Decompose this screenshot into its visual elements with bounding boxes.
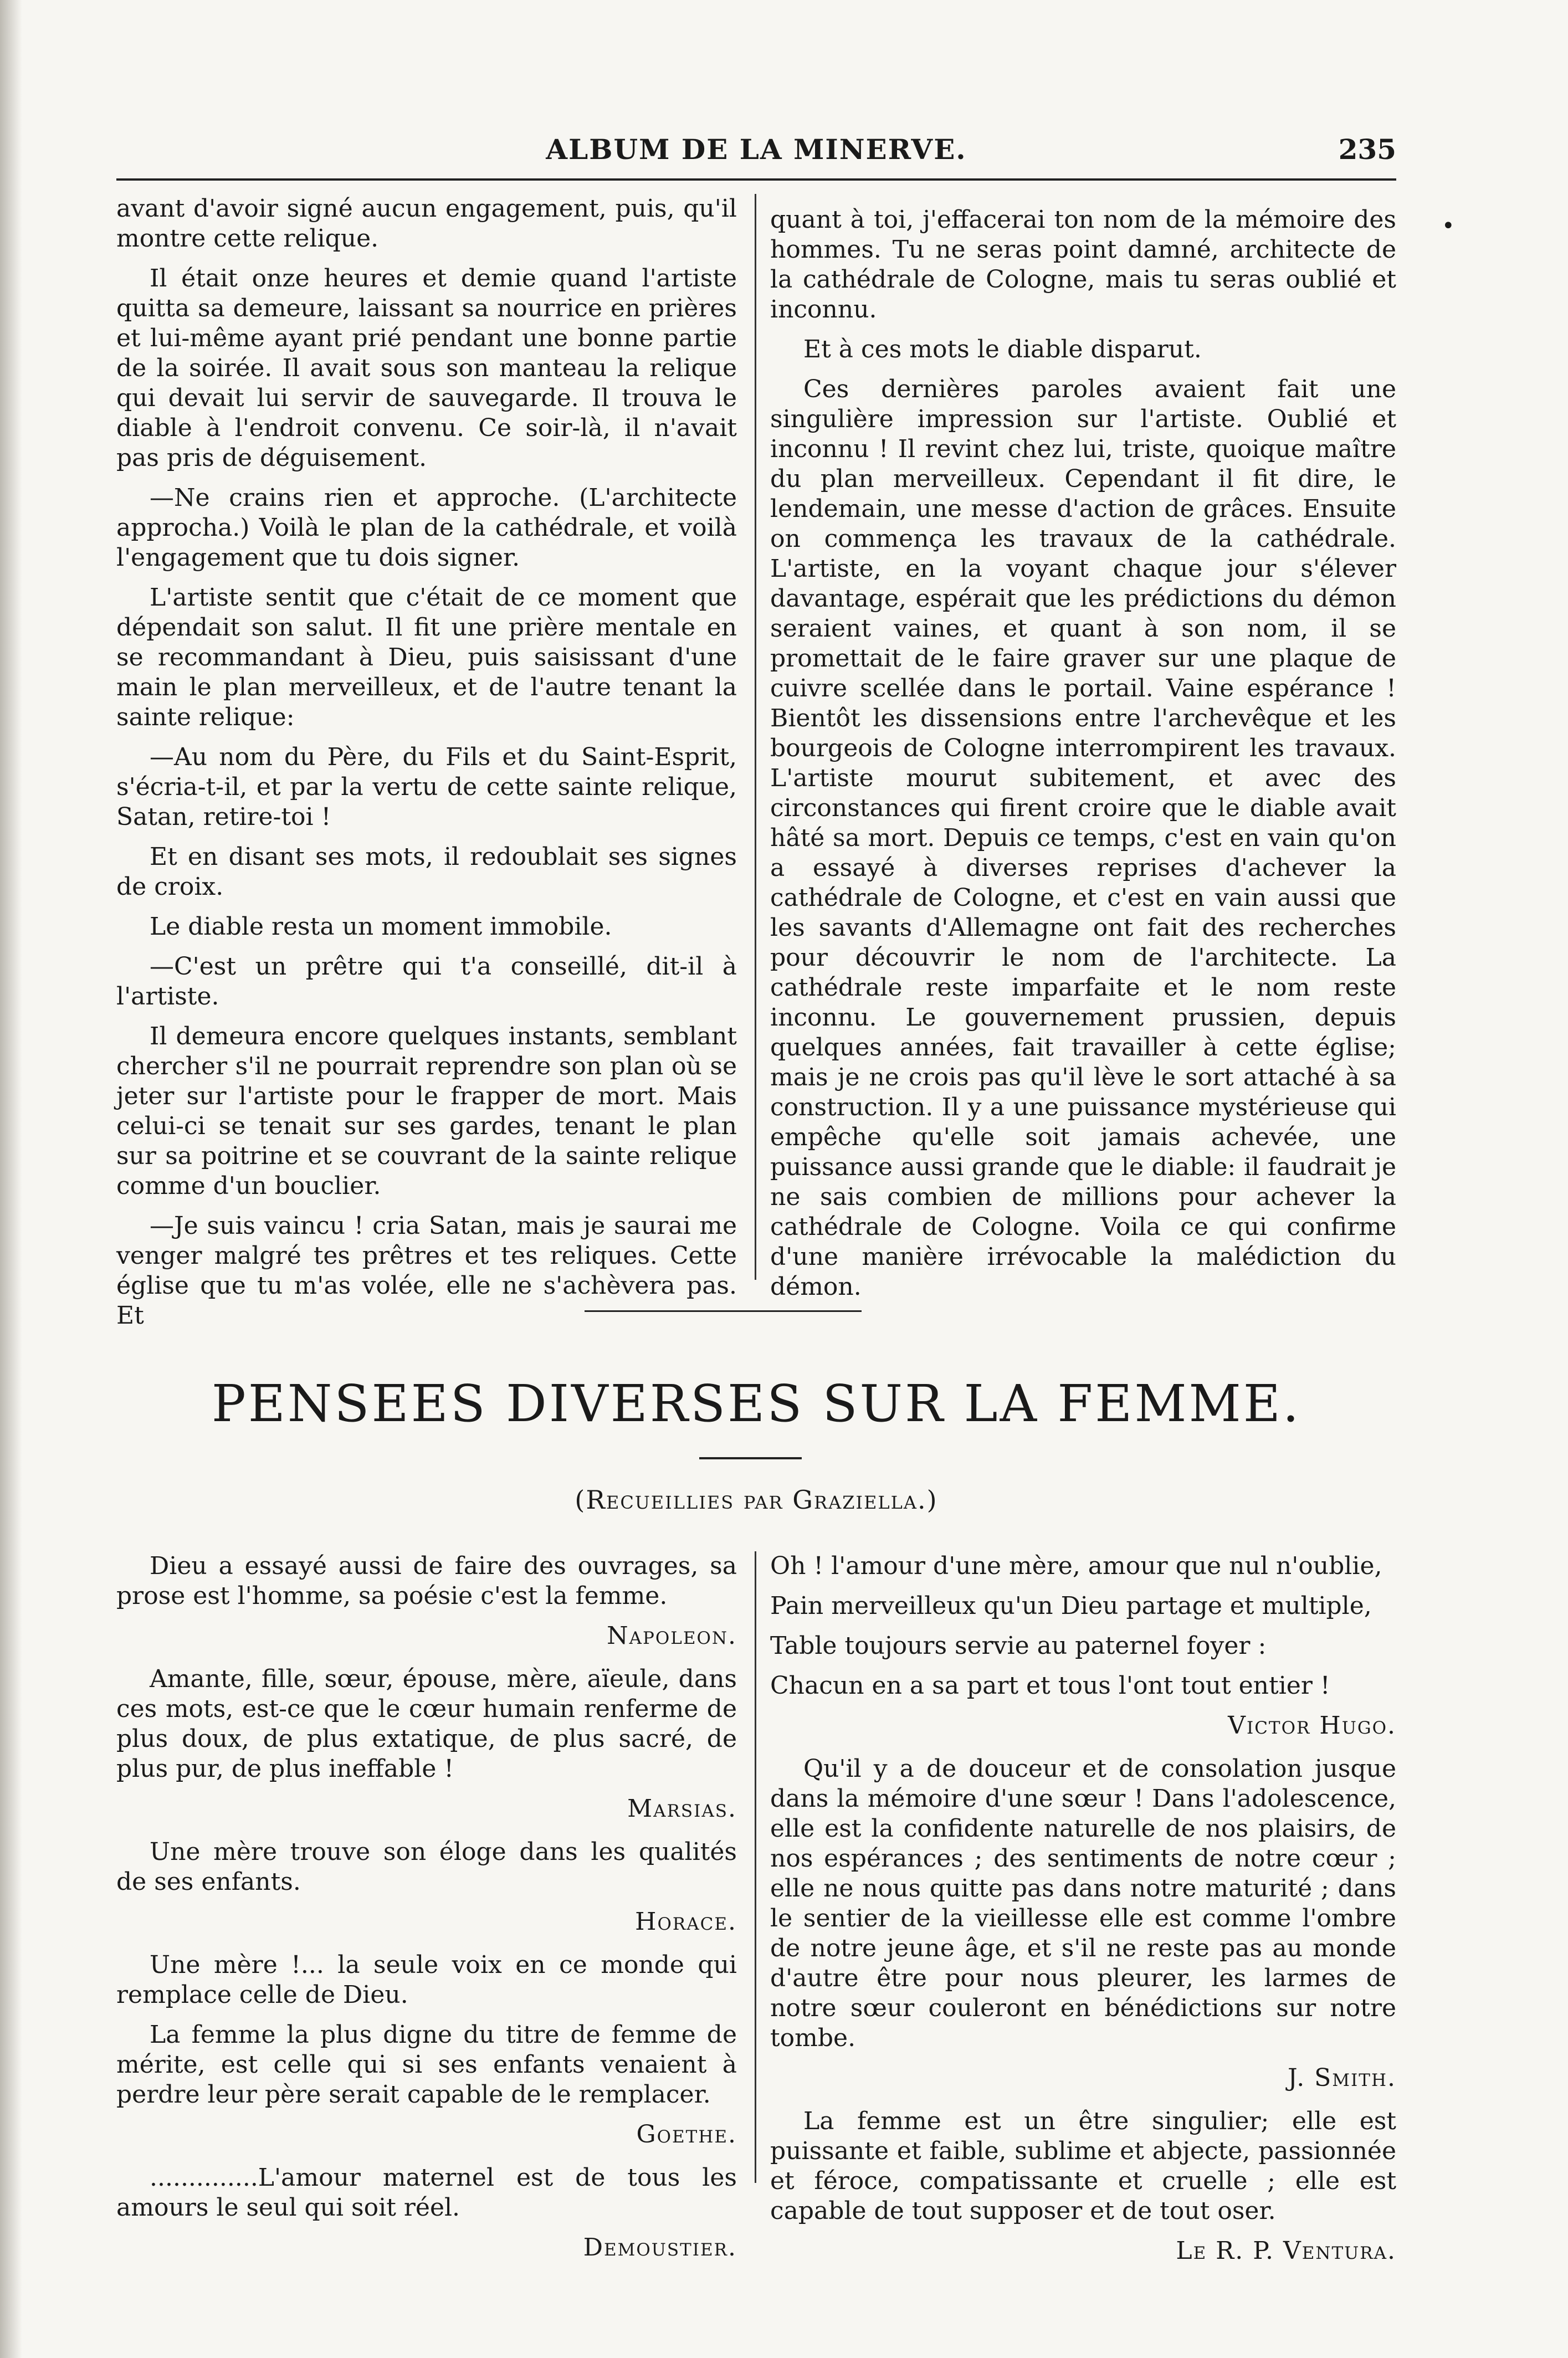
paragraph: —Ne crains rien et approche. (L'architecte approcha.) Voilà le plan de la cathédrale, et voilà l'engagement que tu dois signer.: [116, 484, 737, 572]
quote-author: Napoleon.: [607, 1622, 737, 1650]
paragraph: —Je suis vaincu ! cria Satan, mais je saurai me venger malgré tes prêtres et tes reliques. Cette église que tu m'as volée, elle ne s'achèvera pas. Et: [116, 1212, 737, 1330]
quote-text: ..............L'amour maternel est de tous les amours le seul qui soit réel.: [116, 2164, 737, 2222]
verse-line: Chacun en a sa part et tous l'ont tout entier !: [770, 1672, 1330, 1700]
page-edge-shadow: [0, 0, 22, 2358]
quote-author: Goethe.: [636, 2120, 737, 2149]
paragraph: Et à ces mots le diable disparut.: [803, 335, 1202, 363]
quote-author: Marsias.: [627, 1795, 737, 1823]
page-number: 235: [1338, 133, 1396, 166]
verse-line: Oh ! l'amour d'une mère, amour que nul n'oublie,: [770, 1552, 1382, 1580]
quote-text: La femme est un être singulier; elle est puissante et faible, sublime et abjecte, passionnée et féroce, compatissante et cruelle ; elle est capable de tout supposer et de tout oser.: [770, 2107, 1396, 2225]
title-rule: [699, 1457, 802, 1459]
article-right-column: [770, 205, 1396, 1312]
paragraph: L'artiste sentit que c'était de ce moment que dépendait son salut. Il fit une prière mentale en se recommandant à Dieu, puis saisissant d'une main le plan merveilleux, et de l'autre tenant la sainte relique:: [116, 583, 737, 731]
thoughts-left-column: [116, 1551, 737, 2276]
paragraph: quant à toi, j'effacerai ton nom de la mémoire des hommes. Tu ne seras point damné, architecte de la cathédrale de Cologne, mais tu seras oublié et inconnu.: [770, 206, 1396, 324]
paragraph: Il était onze heures et demie quand l'artiste quitta sa demeure, laissant sa nourrice en prières et lui-même ayant prié pendant une bonne partie de la soirée. Il avait sous son manteau la relique qui devait lui servir de sauvegarde. Il trouva le diable à l'endroit convenu. Ce soir-là, il n'avait pas pris de déguisement.: [116, 264, 737, 472]
quote-text: Dieu a essayé aussi de faire des ouvrages, sa prose est l'homme, sa poésie c'est la femme.: [116, 1552, 737, 1610]
paragraph: Et en disant ses mots, il redoublait ses signes de croix.: [116, 843, 737, 901]
paragraph: avant d'avoir signé aucun engagement, puis, qu'il montre cette relique.: [116, 194, 737, 253]
column-rule: [755, 194, 756, 1280]
verse-line: Pain merveilleux qu'un Dieu partage et multiple,: [770, 1592, 1372, 1620]
quote-text: Une mère trouve son éloge dans les qualités de ses enfants.: [116, 1838, 737, 1896]
paragraph: Ces dernières paroles avaient fait une singulière impression sur l'artiste. Oublié et inconnu ! Il revint chez lui, triste, quoique maître du plan merveilleux. Cependant il fit dire, le lendemain, une messe d'action de grâces. Ensuite on commença les travaux de la cathédrale. L'artiste, en la voyant chaque jour s'élever davantage, espérait que les prédictions du démon seraient vaines, et quant à son nom, il se promettait de le faire graver sur une plaque de cuivre scellée dans le portail. Vaine espérance ! Bientôt les dissensions entre l'archevêque et les bourgeois de Cologne interrompirent les travaux. L'artiste mourut subitement, et avec des circonstances qui firent croire que le diable avait hâté sa mort. Depuis ce temps, c'est en vain qu'on a essayé à diverses reprises d'achever la cathédrale de Cologne, et c'est en vain aussi que les savants d'Allemagne ont fait des recherches pour découvrir le nom de l'architecte. La cathédrale reste imparfaite et le nom reste inconnu. Le gouvernement prussien, depuis quelques années, fait travailler à cette église; mais je ne crois pas qu'il lève le sort attaché à sa construction. Il y a une puissance mystérieuse qui empêche qu'elle soit jamais achevée, une puissance aussi grande que le diable: il faudrait je ne sais combien de millions pour achever la cathédrale de Cologne. Voila ce qui confirme d'une manière irrévocable la malédiction du démon.: [770, 375, 1396, 1301]
paragraph: Il demeura encore quelques instants, semblant chercher s'il ne pourrait reprendre son plan où se jeter sur l'artiste pour le frapper de mort. Mais celui-ci se tenait sur ses gardes, tenant le plan sur sa poitrine et se couvrant de la sainte relique comme d'un bouclier.: [116, 1022, 737, 1200]
quote-author: Horace.: [635, 1908, 737, 1936]
article-left-column: [116, 194, 737, 1341]
quote-text: Qu'il y a de douceur et de consolation jusque dans la mémoire d'une sœur ! Dans l'adolescence, elle est la confidente naturelle de nos plaisirs, de nos espérances ; des sentiments de notre cœur ; elle ne nous quitte pas dans notre maturité ; dans le sentier de la vieillesse elle est comme l'ombre de notre jeune âge, et s'il ne reste pas au monde d'autre être pour nous pleurer, les larmes de notre sœur couleront en bénédictions sur notre tombe.: [770, 1755, 1396, 2052]
column-rule: [755, 1551, 756, 2183]
page-header: [116, 133, 1396, 177]
section-subtitle: (Recueillies par Graziella.): [575, 1485, 938, 1515]
quote-author: Victor Hugo.: [1228, 1711, 1396, 1740]
verse-block: [770, 1551, 1396, 1701]
header-rule: [116, 178, 1396, 181]
paragraph: —C'est un prêtre qui t'a conseillé, dit-il à l'artiste.: [116, 952, 737, 1011]
quote-author: Demoustier.: [583, 2233, 737, 2262]
thoughts-right-column: [770, 1551, 1396, 2279]
quote-text: Une mère !... la seule voix en ce monde qui remplace celle de Dieu.: [116, 1951, 737, 2009]
quote-author: J. Smith.: [1287, 2064, 1396, 2092]
stray-ink-mark: •: [1442, 213, 1455, 239]
quote-author: Le R. P. Ventura.: [1176, 2237, 1396, 2265]
paragraph: Le diable resta un moment immobile.: [150, 913, 612, 941]
section-title: PENSEES DIVERSES SUR LA FEMME.: [211, 1374, 1301, 1433]
quote-text: Amante, fille, sœur, épouse, mère, aïeule, dans ces mots, est-ce que le cœur humain renferme de plus doux, de plus extatique, de plus sacré, de plus pur, de plus ineffable !: [116, 1665, 737, 1783]
paragraph: —Au nom du Père, du Fils et du Saint-Esprit, s'écria-t-il, et par la vertu de cette sainte relique, Satan, retire-toi !: [116, 743, 737, 831]
verse-line: Table toujours servie au paternel foyer :: [770, 1632, 1267, 1660]
quote-text: La femme la plus digne du titre de femme de mérite, est celle qui si ses enfants venaient à perdre leur père serait capable de le remplacer.: [116, 2021, 737, 2109]
running-title: ALBUM DE LA MINERVE.: [546, 133, 967, 166]
section-separator: [585, 1310, 862, 1312]
